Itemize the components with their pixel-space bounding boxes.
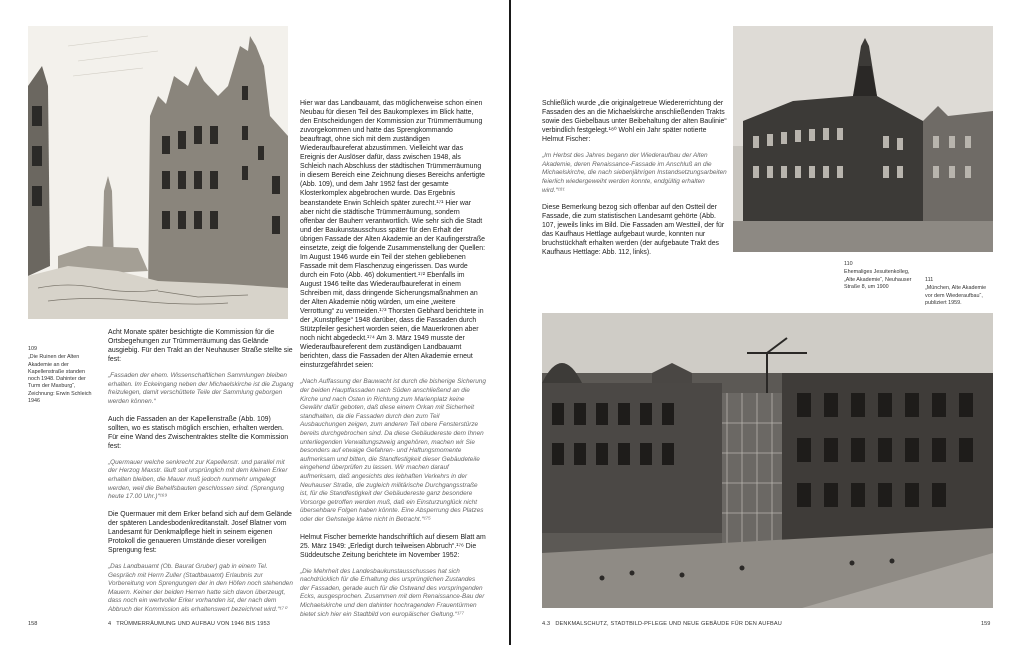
quote-paragraph: „Nach Auffassung der Bauwacht ist durch die bisherige Sicherung der beiden Hauptfassaden nach Süden anschließend an die Kirche und nach Osten in Richtung zum Marienplatz keine Gewähr dafür geboten, daß diese einem Orkan mit Sicherheit standhalten, da die Fassaden durch den zum Teil Ausbauchungen zeigen, zum anderen Teil obere Fensterstürze bereits durchgebrochen sind. Da diese Gebäudereste dem Ihnen unterliegenden Verwaltungszweig angehören, machen wir Sie besonders auf etwaige Gefahren- und Haftungsmomente aufmerksam und bitten, die Standfestigkeit dieser Gebäudeteile eingehend überprüfen zu lassen. Wir machen darauf aufmerksam, daß angesichts des lebhaften Verkehrs in der Neuhauser Straße, die zugleich militärische Durchgangsstraße ist, für die Standfestigkeit der Gebäudereste ganz besondere Vorsorge getroffen werden muß, daß ein Einsturzunglück nicht übersehbare Folgen haben könnte. Eine Absperrung des Platzes oder der Gehsteige käme nicht in Betracht.“¹⁷⁵: [300, 378, 486, 523]
body-paragraph: Die Quermauer mit dem Erker befand sich auf dem Gelände der späteren Landesbodenkreditanstalt. Josef Blatner vom Landesamt für Denkmalpflege hielt in seinem eigenen Protokoll die genaueren Umstände dieser voreiligen Sprengung fest:: [108, 510, 292, 554]
running-footer: [108, 621, 270, 627]
chapter-title: DENKMALSCHUTZ, STADTBILD-PFLEGE UND NEUE GEBÄUDE FÜR DEN AUFBAU: [555, 621, 782, 627]
body-paragraph: Acht Monate später besichtigte die Kommission für die Ortsbegehungen zur Trümmerräumung das Gelände ausgiebig. Für den Trakt an der Neuhauser Straße stellte sie fest:: [108, 329, 293, 364]
figure-number: 109: [28, 346, 37, 352]
text-column-2: [300, 99, 486, 627]
caption-text: „Die Ruinen der Alten Akademie an der Kapellenstraße standen noch 1948. Dahinter der Turm der Maxburg“, Zeichnung: Erwin Schleich 1946: [28, 354, 92, 405]
ruins-drawing-image: [28, 26, 288, 319]
figure-number: 110: [844, 261, 853, 267]
body-paragraph: Hier war das Landbauamt, das möglicherweise schon einen Neubau für diesen Teil des Baukomplexes im Blick hatte, den Entscheidungen der Kommission zur Trümmerräumung zuvorgekommen und hatte das Sprengkommando beauftragt, ohne sich mit dem zuständigen Wiederaufbaureferat abzustimmen. Vielleicht war das Ereignis der Auslöser dafür, dass zwischen 1948, als Schleich nach Abschluss der städtischen Trümmerräumung in diesem Bereich eine Zeichnung dieses Bereichs anfertigte (Abb. 109), und dem Jahr 1952 fast der gesamte Klosterkomplex abgebrochen wurde. Das Ergebnis beanstandete Erwin Schleich später zurecht.¹⁷¹ Hier war aber nicht die städtische Trümmerräumung, sondern offenbar der Bauherr verantwortlich. Wie sehr sich die Stadt und der Baukunstausschuss später für den Erhalt der übrigen Fassade der Alten Akademie an der Kaufingerstraße einsetzte, zeigt die folgende Zusammenstellung der Quellen: Im August 1946 wurde ein Teil der stehen gebliebenen Fassade mit dem Flaschenzug eingerissen. Das wurde durch ein Foto (Abb. 46) dokumentiert.¹⁷² Ebenfalls im August 1946 teilte das Wiederaufbaureferat in einem Schreiben mit, dass dringende Sicherungsmaßnahmen an der Alten Akademie nötig würden, um eine „weitere Verrottung“ zu vermeiden.¹⁷³ Thorsten Gebhard berichtete in der „Kunstpflege“ 1948 darüber, dass die Fassaden durch Stützpfeiler gesichert worden seien, die Mauerkronen aber noch nicht abgedeckt.¹⁷⁴ Am 3. März 1949 musste der Wiederaufbaureferent dem zuständigen Landbauamt berichten, dass die Fassaden der Alten Akademie erneut einsturzgefährdet seien:: [300, 100, 486, 370]
quote-paragraph: „Fassaden der ehem. Wissenschaftlichen Sammlungen bleiben erhalten. Im Eckeingang neben der Michaelskirche ist die Zugang freizulegen, damit verschüttete Teile der Sammlung geborgen werden können.“: [108, 372, 294, 405]
chapter-number: 4.3: [542, 621, 551, 627]
quote-paragraph: „Das Landbauamt (Ob. Baurat Gruber) gab in einem Tel. Gespräch mit Herrn Zuller (Stadtbauamt) Erlaubnis zur Vorbereitung von Sprengungen der in den Höfen noch stehenden Mauern. Keiner der beiden Herren hatte sich davon überzeugt, dass noch ein wertvoller Erker vorhanden ist, der nach dem Abbruch der Kommission als erhaltenswert bezeichnet wird.“¹⁷⁰: [108, 562, 293, 613]
figure-109-caption: [28, 346, 92, 405]
alte-akademie-1900-photo: [733, 26, 993, 252]
left-page: [0, 0, 509, 645]
caption-text: „München, Alte Akademie vor dem Wiederaufbau“, publiziert 1959.: [925, 285, 987, 306]
figure-number: 111: [925, 277, 934, 283]
body-paragraph: Schließlich wurde „die originalgetreue Wiedererrichtung der Fassaden des an die Michaelskirche anschließenden Trakts sowie des Giebelbaus unter Beibehaltung der alten Baulinie“ verbindlich festgelegt.¹⁸⁰ Wohl ein Jahr später notierte Helmut Fischer:: [542, 100, 727, 144]
quote-paragraph: „Quermauer welche senkrecht zur Kapellenstr. und parallel mit der Herzog Maxstr. läuft soll ursprünglich mit dem kleinen Erker erhalten bleiben, die Mauer muß jedoch nunmehr umgelegt werden, weil die Behelfsbauten geschlossen sind. (Sprengung heute 17.00 Uhr.)“¹⁶⁹: [108, 458, 288, 501]
figure-111-caption: [925, 277, 995, 307]
body-paragraph: Auch die Fassaden an der Kapellenstraße (Abb. 109) sollten, wo es statisch möglich erschien, erhalten werden. Für eine Wand des Zwischentraktes stellte die Kommission fest:: [108, 415, 289, 450]
quote-paragraph: „Die Mehrheit des Landesbaukunstausschusses hat sich nachdrücklich für die Erhaltung des ursprünglichen Zustandes der Fassaden, gerade auch für die Ostwand des vorspringenden Ecks, ausgesprochen. Zusammen mit dem Renaissance-Bau der Michaelskirche und den dahinter hochragenden Frauentürmen bietet sich hier ein Stadtbild von europäischer Geltung.“¹⁷⁷: [300, 567, 485, 618]
running-footer: [542, 621, 782, 627]
page-number: 158: [28, 621, 38, 627]
text-column-1: [108, 328, 294, 623]
chapter-number: 4: [108, 621, 112, 627]
quote-paragraph: „Im Herbst des Jahres begann der Wiederaufbau der Alten Akademie, deren Renaissance-Fassade im Anschluß an die Michaelskirche, die nach siebenjährigen Instandsetzungsarbeiten feierlich wiedergeweiht werden konnte, endgültig erhalten wird.“¹⁸¹: [542, 152, 727, 194]
alte-akademie-before-rebuild-photo: [542, 313, 993, 608]
page-number: 159: [981, 621, 991, 627]
caption-text: Ehemaliges Jesuitenkolleg, „Alte Akademie“, Neuhauser Straße 8, um 1900: [844, 269, 912, 290]
right-page: [511, 0, 1020, 645]
chapter-title: TRÜMMERRÄUMUNG UND AUFBAU VON 1946 BIS 1953: [116, 621, 271, 627]
body-paragraph: Helmut Fischer bemerkte handschriftlich auf diesem Blatt am 25. März 1949: „Erledigt durch teilweisen Abbruch“.¹⁷⁶ Die Süddeutsche Zeitung berichtete im November 1952:: [300, 533, 486, 559]
figure-110-caption: [844, 261, 914, 291]
text-column-3: [542, 99, 728, 265]
body-paragraph: Diese Bemerkung bezog sich offenbar auf den Ostteil der Fassade, die zum statistischen Landesamt gehörte (Abb. 107, jeweils links im Bild. Die Fassaden am Westteil, der für das Kaufhaus Hettlage aufgebaut wurde, konnten nur bruchstückhaft erhalten werden (der aufgebaute Trakt des Kaufhaus Hettlage: Abb. 112, links).: [542, 204, 725, 257]
